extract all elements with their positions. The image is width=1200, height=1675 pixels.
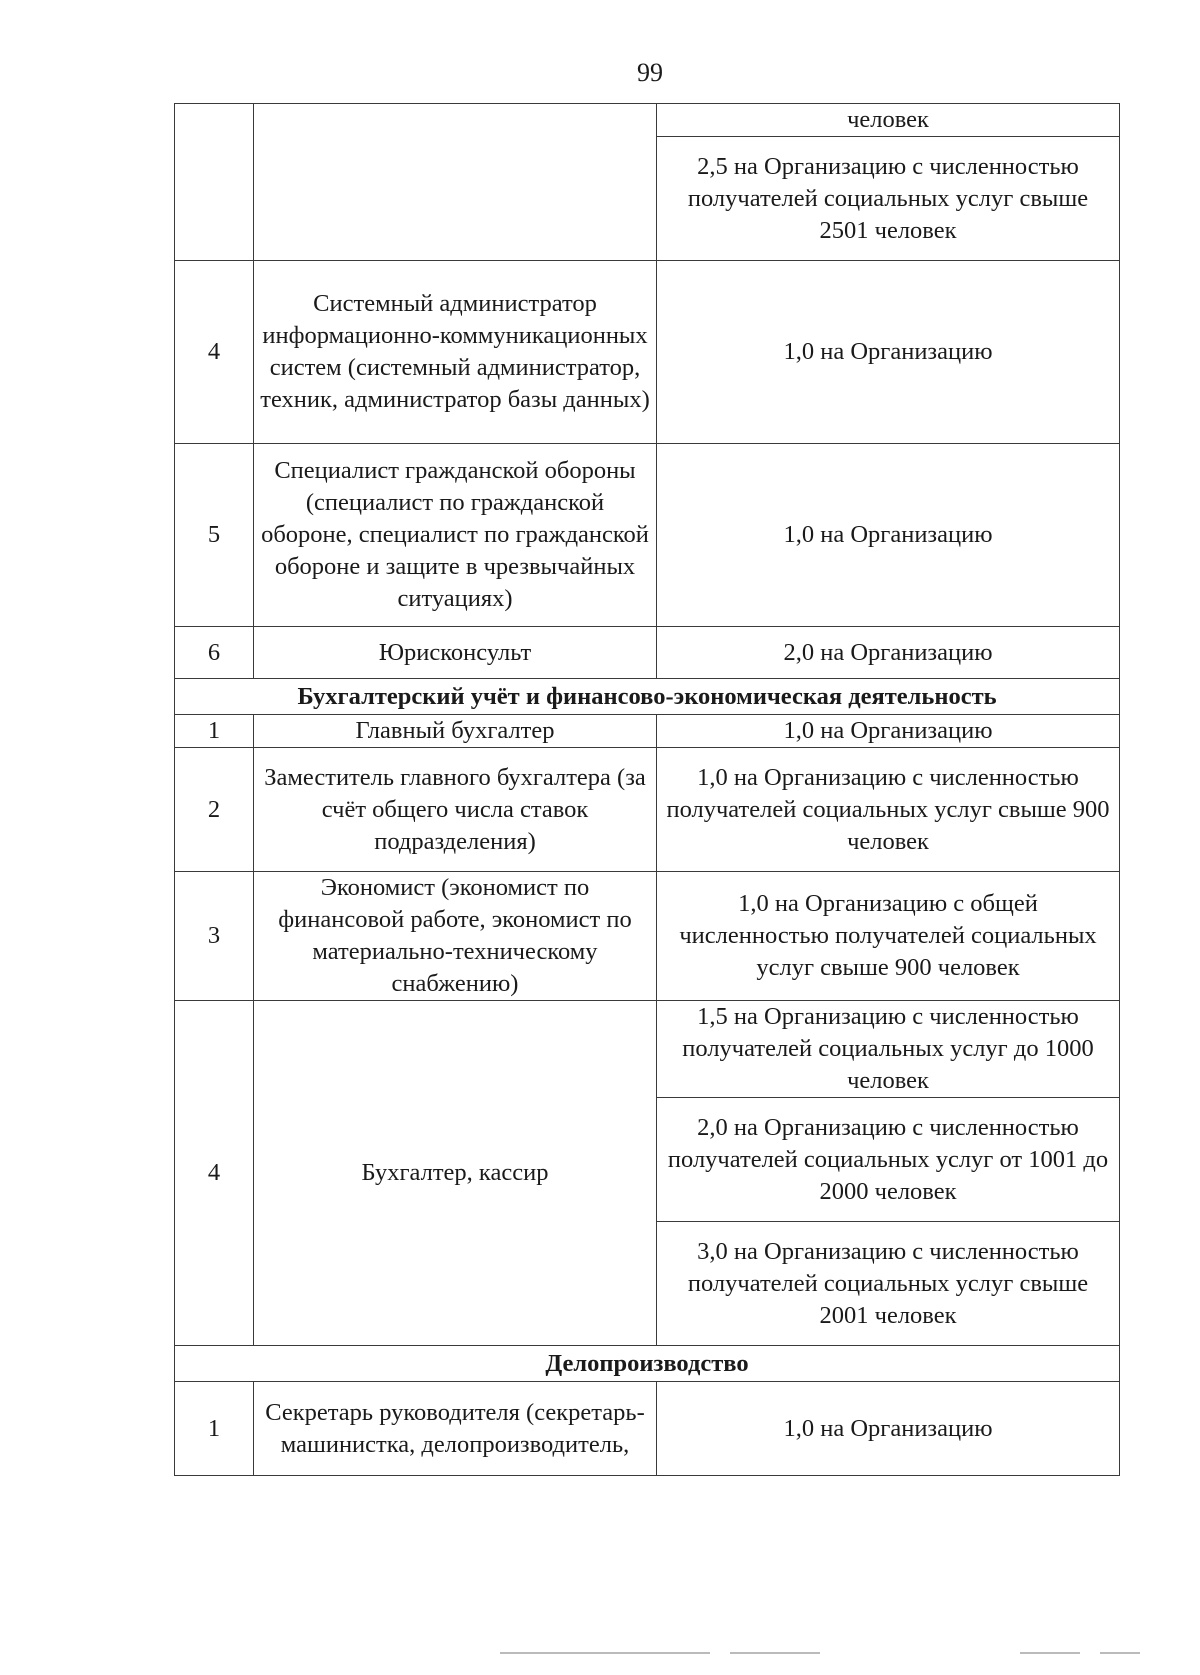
position-title: Главный бухгалтер [254,715,657,748]
page-number: 99 [637,58,663,87]
position-title: Экономист (экономист по финансовой работе, экономист по материально-техническому снабжению) [254,872,657,1001]
position-title [254,104,657,261]
staff-norm: 1,5 на Организацию с численностью получателей социальных услуг до 1000 человек [657,1001,1120,1098]
section-header-row [175,679,1120,715]
staff-norm: 1,0 на Организацию [657,261,1120,444]
table-row [175,715,1120,748]
table-row [175,627,1120,679]
row-number [175,104,254,261]
staff-norm: 1,0 на Организацию с численностью получателей социальных услуг свыше 900 человек [657,748,1120,872]
table-row [175,261,1120,444]
position-title: Секретарь руководителя (секретарь-машинистка, делопроизводитель, [254,1382,657,1476]
section-title: Делопроизводство [175,1346,1120,1382]
row-number: 4 [175,1001,254,1346]
position-title: Юрисконсульт [254,627,657,679]
staff-norm: 3,0 на Организацию с численностью получателей социальных услуг свыше 2001 человек [657,1222,1120,1346]
staffing-table [174,103,1120,1476]
table-row [175,1001,1120,1098]
position-title: Заместитель главного бухгалтера (за счёт общего числа ставок подразделения) [254,748,657,872]
position-title: Бухгалтер, кассир [254,1001,657,1346]
staff-norm: 2,5 на Организацию с численностью получателей социальных услуг свыше 2501 человек [657,137,1120,261]
section-header-row [175,1346,1120,1382]
row-number: 2 [175,748,254,872]
staff-norm: 2,0 на Организацию с численностью получателей социальных услуг от 1001 до 2000 человек [657,1098,1120,1222]
section-title: Бухгалтерский учёт и финансово-экономическая деятельность [175,679,1120,715]
row-number: 1 [175,715,254,748]
position-title: Системный администратор информационно-коммуникационных систем (системный администратор, техник, администратор базы данных) [254,261,657,444]
row-number: 1 [175,1382,254,1476]
position-title: Специалист гражданской обороны (специалист по гражданской обороне, специалист по гражданской обороне и защите в чрезвычайных ситуациях) [254,444,657,627]
row-number: 3 [175,872,254,1001]
table-row [175,748,1120,872]
staff-norm: 2,0 на Организацию [657,627,1120,679]
staff-norm: 1,0 на Организацию [657,715,1120,748]
scan-artifact-lines [500,1652,1140,1656]
staff-norm: человек [657,104,1120,137]
staff-norm: 1,0 на Организацию [657,444,1120,627]
table-row [175,444,1120,627]
table-row [175,104,1120,137]
table-row [175,1382,1120,1476]
row-number: 4 [175,261,254,444]
table-row [175,872,1120,1001]
staff-norm: 1,0 на Организацию [657,1382,1120,1476]
row-number: 5 [175,444,254,627]
row-number: 6 [175,627,254,679]
staff-norm: 1,0 на Организацию с общей численностью получателей социальных услуг свыше 900 человек [657,872,1120,1001]
